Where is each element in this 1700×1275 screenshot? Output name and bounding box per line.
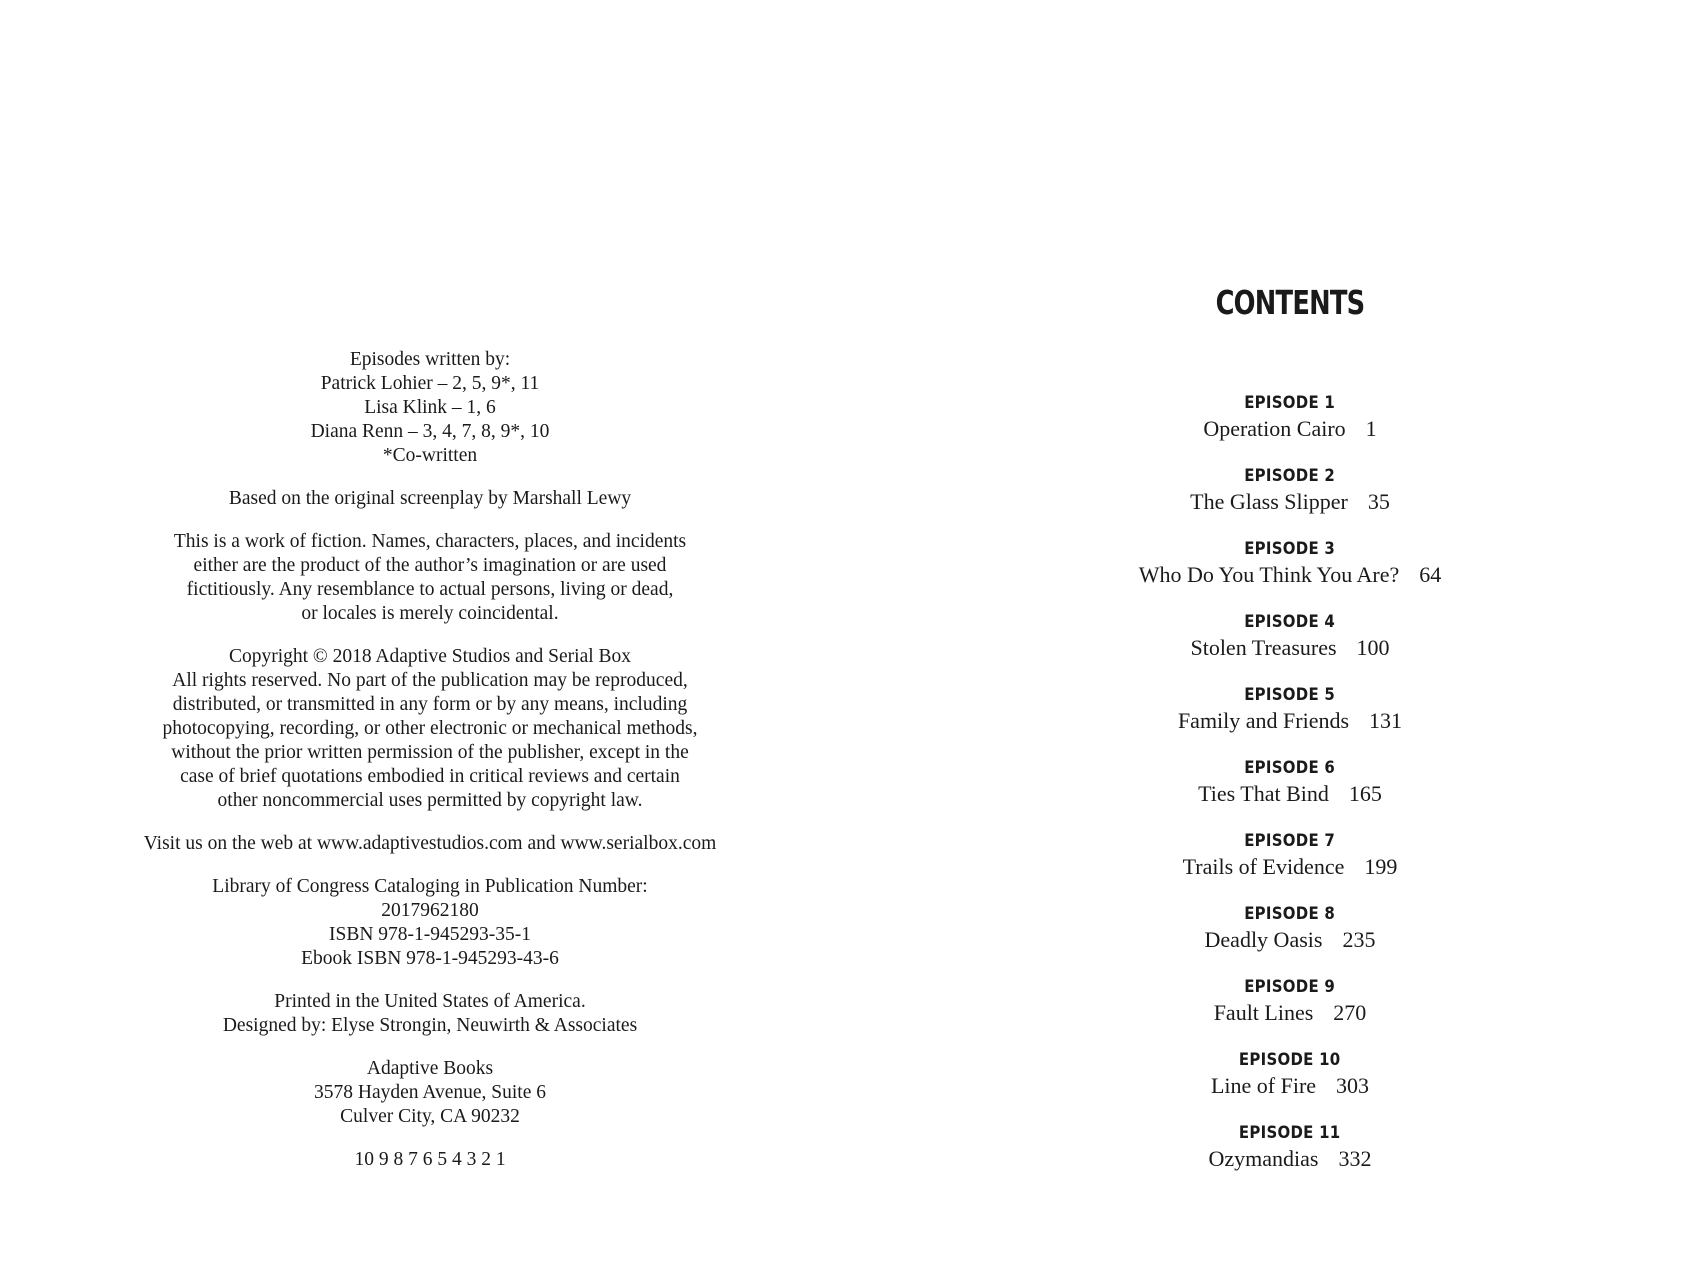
- episode-title: Ozymandias: [1208, 1146, 1319, 1171]
- episode-label: [1030, 757, 1550, 779]
- episode-label: [1030, 1049, 1550, 1071]
- copyright-line: ISBN 978-1-945293-35-1: [328, 924, 532, 945]
- episode-title: Deadly Oasis: [1204, 927, 1323, 952]
- toc-entry: [1030, 538, 1550, 611]
- copyright-line: Culver City, CA 90232: [340, 1106, 520, 1127]
- episode-title-line: [1030, 925, 1550, 955]
- episode-label-text: EPISODE 5: [1244, 685, 1336, 705]
- episode-label: [1030, 903, 1550, 925]
- copyright-line: Visit us on the web at www.adaptivestudios.com and www.serialbox.com: [143, 833, 717, 854]
- copyright-line: All rights reserved. No part of the publication may be reproduced,: [172, 670, 688, 691]
- episode-title-line: [1030, 633, 1550, 663]
- copyright-line: Lisa Klink – 1, 6: [364, 397, 496, 418]
- episode-title: Line of Fire: [1210, 1073, 1317, 1098]
- contents-title: [1195, 283, 1386, 322]
- episode-title: Ties That Bind: [1198, 781, 1329, 806]
- copyright-line: or locales is merely coincidental.: [301, 603, 559, 624]
- episode-title-line: [1030, 779, 1550, 809]
- episode-page-number: 131: [1369, 708, 1403, 733]
- copyright-line: photocopying, recording, or other electronic or mechanical methods,: [162, 718, 698, 739]
- episode-page-number: 332: [1338, 1146, 1372, 1171]
- episode-title: Operation Cairo: [1203, 416, 1346, 441]
- episode-label: [1030, 684, 1550, 706]
- episode-label-text: EPISODE 11: [1239, 1123, 1341, 1143]
- episode-label: [1030, 1122, 1550, 1144]
- episode-title: Stolen Treasures: [1190, 635, 1337, 660]
- episode-label: [1030, 830, 1550, 852]
- episode-title-line: [1030, 852, 1550, 882]
- episode-title-line: [1030, 998, 1550, 1028]
- episode-page-number: 100: [1356, 635, 1390, 660]
- episode-title-line: [1030, 414, 1550, 444]
- copyright-line: 3578 Hayden Avenue, Suite 6: [314, 1082, 546, 1103]
- episode-label: [1030, 465, 1550, 487]
- episode-label-text: EPISODE 9: [1244, 977, 1336, 997]
- copyright-line: Episodes written by:: [349, 349, 511, 370]
- toc-entry: [1030, 903, 1550, 976]
- copyright-line: Printed in the United States of America.: [274, 991, 586, 1012]
- copyright-line: This is a work of fiction. Names, characters, places, and incidents: [173, 531, 687, 552]
- episode-title-line: [1030, 1071, 1550, 1101]
- episode-label: [1030, 976, 1550, 998]
- copyright-line: Library of Congress Cataloging in Publication Number:: [212, 876, 648, 897]
- toc-entry: [1030, 611, 1550, 684]
- copyright-paragraph: [100, 832, 760, 856]
- episode-label-text: EPISODE 3: [1244, 539, 1336, 559]
- copyright-line: Copyright © 2018 Adaptive Studios and Serial Box: [228, 646, 632, 667]
- copyright-paragraph: [100, 487, 760, 511]
- episode-title-line: [1030, 560, 1550, 590]
- episode-title: Fault Lines: [1213, 1000, 1314, 1025]
- episode-page-number: 35: [1367, 489, 1390, 514]
- toc-entry: [1030, 757, 1550, 830]
- episode-label-text: EPISODE 8: [1244, 904, 1336, 924]
- episode-page-number: 1: [1365, 416, 1377, 441]
- episode-label: [1030, 538, 1550, 560]
- copyright-paragraph: [100, 530, 760, 626]
- episode-label-text: EPISODE 4: [1244, 612, 1336, 632]
- copyright-line: distributed, or transmitted in any form or by any means, including: [172, 694, 688, 715]
- episode-title: Family and Friends: [1177, 708, 1350, 733]
- toc-entry: [1030, 1122, 1550, 1195]
- episode-title-line: [1030, 706, 1550, 736]
- copyright-paragraph: [100, 1148, 760, 1172]
- copyright-line: Patrick Lohier – 2, 5, 9*, 11: [320, 373, 540, 394]
- episode-page-number: 199: [1364, 854, 1398, 879]
- copyright-paragraph: [100, 875, 760, 971]
- toc-entry: [1030, 830, 1550, 903]
- toc-entry: [1030, 465, 1550, 538]
- episode-page-number: 235: [1342, 927, 1376, 952]
- contents-title-text: CONTENTS: [1215, 283, 1365, 322]
- copyright-line: *Co-written: [382, 445, 478, 466]
- episode-title-line: [1030, 487, 1550, 517]
- copyright-line: case of brief quotations embodied in critical reviews and certain: [180, 766, 680, 787]
- episode-page-number: 303: [1336, 1073, 1370, 1098]
- copyright-line: 2017962180: [381, 900, 479, 921]
- toc-entry: [1030, 1049, 1550, 1122]
- contents-list: [1030, 392, 1550, 1195]
- copyright-line: other noncommercial uses permitted by copyright law.: [217, 790, 643, 811]
- copyright-line: 10 9 8 7 6 5 4 3 2 1: [354, 1149, 506, 1170]
- copyright-text-block: [100, 348, 760, 1191]
- toc-entry: [1030, 684, 1550, 757]
- episode-title: The Glass Slipper: [1190, 489, 1348, 514]
- episode-label-text: EPISODE 1: [1244, 393, 1336, 413]
- episode-title: Who Do You Think You Are?: [1138, 562, 1400, 587]
- copyright-line: fictitiously. Any resemblance to actual persons, living or dead,: [186, 579, 674, 600]
- episode-page-number: 64: [1419, 562, 1442, 587]
- episode-label: [1030, 611, 1550, 633]
- copyright-line: Adaptive Books: [366, 1058, 494, 1079]
- toc-entry: [1030, 392, 1550, 465]
- contents-page: [855, 0, 1700, 1275]
- episode-label-text: EPISODE 7: [1244, 831, 1336, 851]
- copyright-line: either are the product of the author’s imagination or are used: [193, 555, 667, 576]
- copyright-paragraph: [100, 348, 760, 468]
- toc-entry: [1030, 976, 1550, 1049]
- copyright-line: Based on the original screenplay by Marshall Lewy: [228, 488, 632, 509]
- copyright-paragraph: [100, 645, 760, 813]
- copyright-paragraph: [100, 990, 760, 1038]
- copyright-line: Diana Renn – 3, 4, 7, 8, 9*, 10: [310, 421, 550, 442]
- episode-page-number: 165: [1348, 781, 1382, 806]
- copyright-line: Designed by: Elyse Strongin, Neuwirth & Associates: [222, 1015, 638, 1036]
- copyright-line: Ebook ISBN 978-1-945293-43-6: [301, 948, 559, 969]
- episode-title: Trails of Evidence: [1182, 854, 1345, 879]
- episode-page-number: 270: [1333, 1000, 1367, 1025]
- episode-label-text: EPISODE 2: [1244, 466, 1336, 486]
- episode-label-text: EPISODE 6: [1244, 758, 1336, 778]
- copyright-paragraph: [100, 1057, 760, 1129]
- episode-label: [1030, 392, 1550, 414]
- episode-label-text: EPISODE 10: [1239, 1050, 1341, 1070]
- episode-title-line: [1030, 1144, 1550, 1174]
- copyright-line: without the prior written permission of the publisher, except in the: [171, 742, 689, 763]
